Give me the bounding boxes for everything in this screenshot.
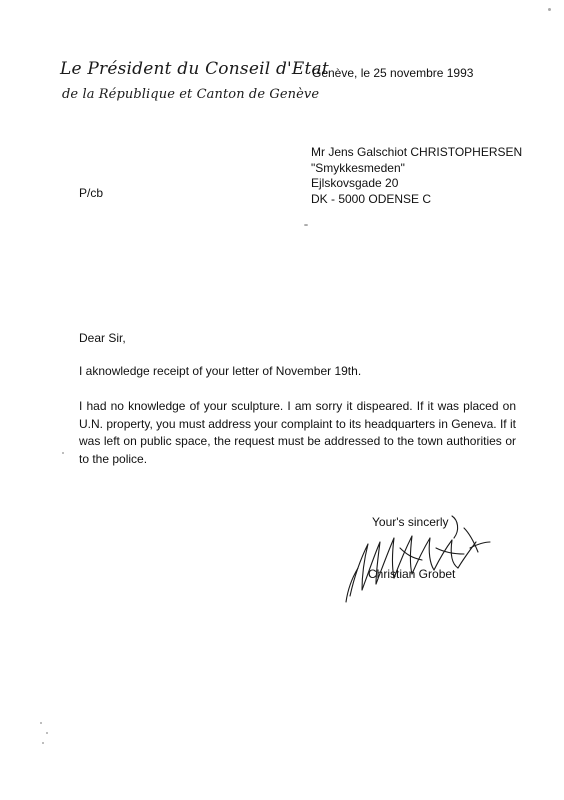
handwritten-signature bbox=[340, 508, 500, 604]
scan-speck bbox=[46, 732, 48, 734]
letterhead-line1: Le Président du Conseil d'Etat bbox=[60, 59, 329, 79]
scan-speck bbox=[548, 8, 551, 11]
letterhead bbox=[60, 56, 329, 108]
recipient-company: "Smykkesmeden" bbox=[311, 160, 405, 175]
recipient-address bbox=[311, 145, 522, 207]
scan-speck bbox=[304, 224, 308, 226]
recipient-city: DK - 5000 ODENSE C bbox=[311, 191, 432, 206]
letterhead-line2: de la République et Canton de Genève bbox=[62, 87, 320, 102]
recipient-street: Ejlskovsgade 20 bbox=[311, 176, 399, 190]
scan-speck bbox=[42, 742, 44, 744]
recipient-name: Mr Jens Galschiot CHRISTOPHERSEN bbox=[311, 145, 523, 159]
body-paragraph-1: I aknowledge receipt of your letter of November 19th. bbox=[79, 364, 362, 378]
body-paragraph-2: I had no knowledge of your sculpture. I am sorry it dispeared. If it was placed on U.N. property, you must address your complaint to its headquarters in Geneva. If it was left on public space, the request must be addressed to the town authorities or to the police. bbox=[79, 399, 516, 466]
scan-speck bbox=[62, 452, 64, 454]
scan-speck bbox=[40, 722, 42, 724]
salutation: Dear Sir, bbox=[79, 331, 126, 345]
reference-code: P/cb bbox=[79, 186, 104, 200]
letter-date: Genève, le 25 novembre 1993 bbox=[312, 66, 474, 80]
signer-name: Christian Grobet bbox=[368, 567, 456, 581]
closing: Your's sincerly bbox=[372, 515, 449, 529]
